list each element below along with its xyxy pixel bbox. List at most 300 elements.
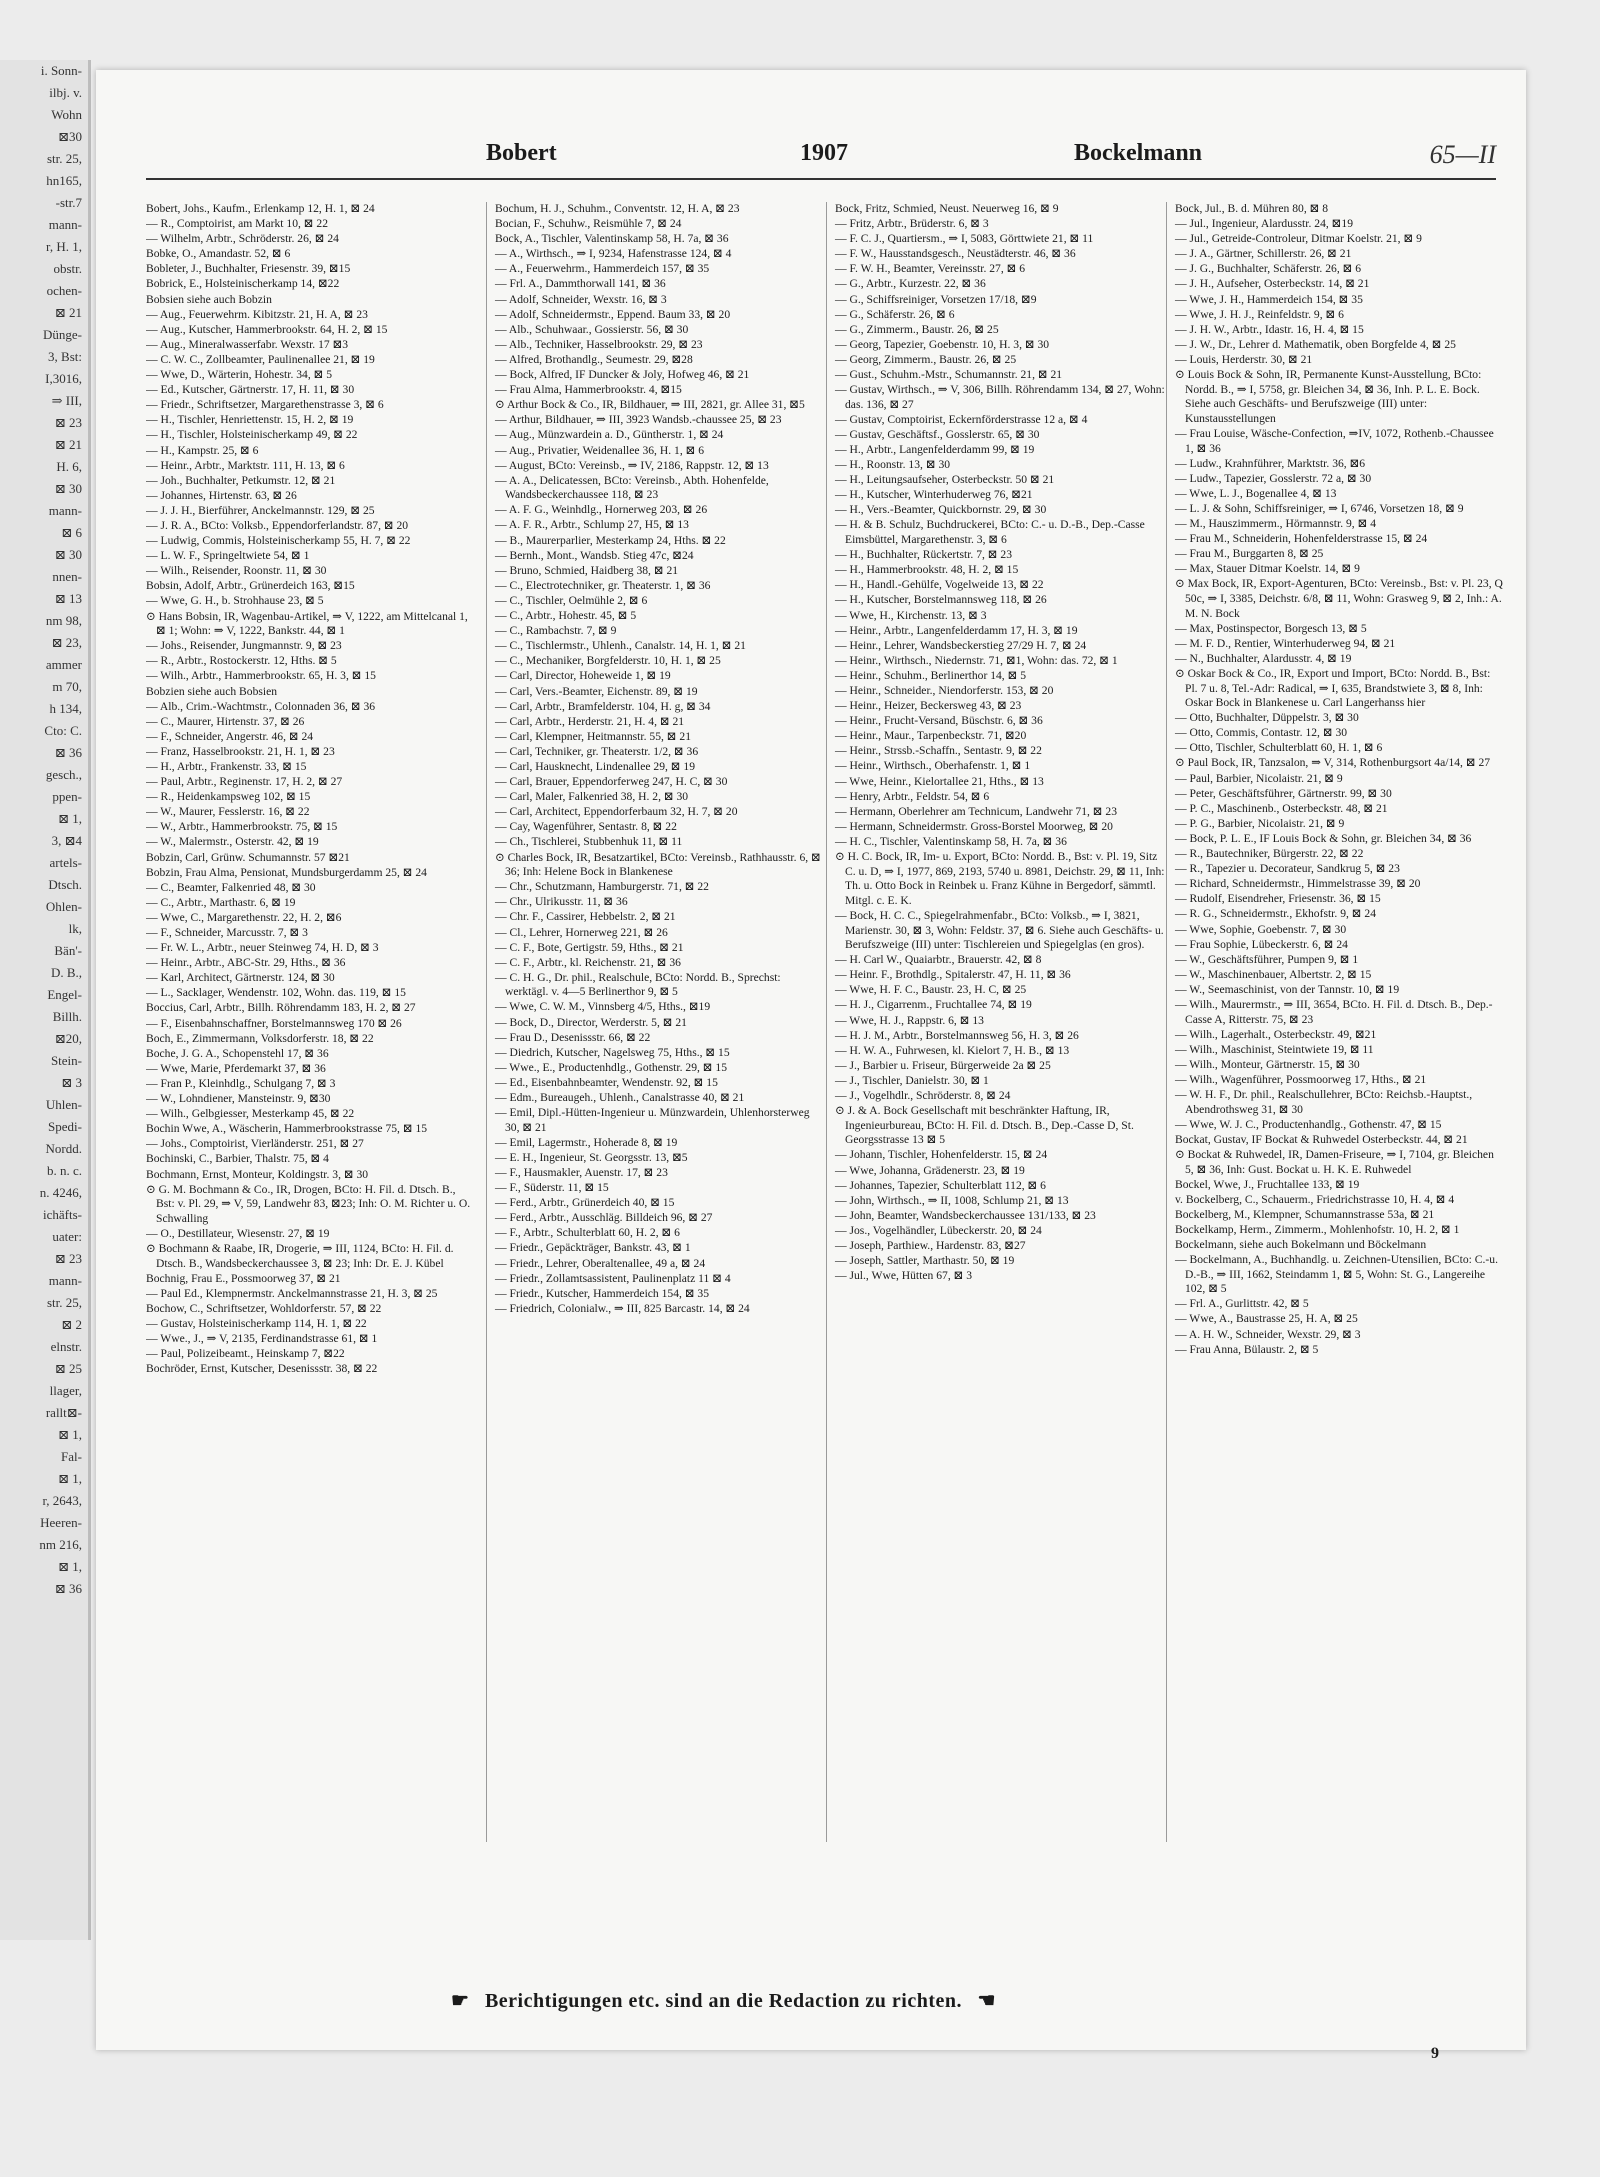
margin-fragment: ⊠ 1,: [58, 1471, 82, 1486]
directory-entry: — Georg, Tapezier, Goebenstr. 10, H. 3, ⊠ 30: [835, 337, 1050, 351]
directory-entry: Bocian, F., Schuhw., Reismühle 7, ⊠ 24: [495, 217, 682, 231]
margin-fragment: r, 2643,: [42, 1493, 82, 1508]
margin-fragment: Billh.: [52, 1009, 82, 1024]
margin-fragment: nm 216,: [39, 1537, 82, 1552]
directory-entry: — Frau Sophie, Lübeckerstr. 6, ⊠ 24: [1175, 937, 1348, 951]
margin-fragment: ⊠ 36: [54, 1581, 82, 1596]
directory-entry: — Johannes, Tapezier, Schulterblatt 112, ⊠ 6: [835, 1178, 1046, 1192]
directory-entry: — Jul., Wwe, Hütten 67, ⊠ 3: [835, 1269, 973, 1283]
directory-entry: — H. J. M., Arbtr., Borstelmannsweg 56, H. 3, ⊠ 26: [835, 1028, 1079, 1042]
directory-entry: — Carl, Maler, Falkenried 38, H. 2, ⊠ 30: [495, 790, 689, 804]
margin-fragment: artels-: [49, 855, 82, 870]
directory-entry: Boch, E., Zimmermann, Volksdorferstr. 18, ⊠ 22: [146, 1031, 374, 1045]
margin-fragment: gesch.,: [45, 767, 82, 782]
directory-entry: — C. H. G., Dr. phil., Realschule, BCto: Nordd. B., Sprechst: werktägl. v. 4—5 Berlinerthor 9, ⊠ 5: [495, 970, 781, 999]
directory-entry: — Fr. W. L., Arbtr., neuer Steinweg 74, H. D, ⊠ 3: [146, 941, 379, 955]
directory-entry: ⊙ J. & A. Bock Gesellschaft mit beschränkter Haftung, IR, Ingenieurbureau, BCto: H. Fil. d. Dtsch. B., Dep.-Casse D, St. Georgsstrasse 13 ⊠ 5: [835, 1104, 1134, 1147]
directory-entry: — J., Vogelhdlr., Schröderstr. 8, ⊠ 24: [835, 1089, 1011, 1103]
directory-entry: — C., Tischler, Oelmühle 2, ⊠ 6: [495, 593, 648, 607]
directory-entry: — Heinr., Maur., Tarpenbeckstr. 71, ⊠20: [835, 729, 1027, 743]
directory-entry: — H. Carl W., Quaiarbtr., Brauerstr. 42, ⊠ 8: [835, 953, 1042, 967]
margin-fragment: str. 25,: [46, 151, 82, 166]
directory-entry: — Hermann, Oberlehrer am Technicum, Landwehr 71, ⊠ 23: [835, 804, 1118, 818]
margin-fragment: -str.7: [55, 195, 82, 210]
directory-entry: — Wilh., Wagenführer, Possmoorweg 17, Hths., ⊠ 21: [1175, 1072, 1427, 1086]
margin-fragment: ochen-: [46, 283, 82, 298]
directory-entry: Bock, Jul., B. d. Mühren 80, ⊠ 8: [1175, 202, 1329, 215]
margin-fragment: nm 98,: [45, 613, 82, 628]
directory-entry: — C., Mechaniker, Borgfelderstr. 10, H. 1, ⊠ 25: [495, 654, 721, 668]
directory-entry: — Carl, Brauer, Eppendorferweg 247, H. C, ⊠ 30: [495, 775, 728, 789]
margin-fragment: llager,: [49, 1383, 82, 1398]
directory-entry: — Wwe, H. F. C., Baustr. 23, H. C, ⊠ 25: [835, 983, 1027, 997]
directory-entry: — W., Geschäftsführer, Pumpen 9, ⊠ 1: [1175, 952, 1359, 966]
margin-fragment: Dünge-: [43, 327, 82, 342]
directory-entry: — Wwe, Marie, Pferdemarkt 37, ⊠ 36: [146, 1061, 326, 1075]
margin-fragment: Dtsch.: [48, 877, 82, 892]
directory-entry: — H., Tischler, Holsteinischerkamp 49, ⊠ 22: [146, 428, 358, 442]
directory-entry: — Wwe., J., ⇒ V, 2135, Ferdinandstrasse 61, ⊠ 1: [146, 1332, 378, 1346]
margin-fragment: hn165,: [46, 173, 82, 188]
directory-entry: Bochnig, Frau E., Possmoorweg 37, ⊠ 21: [146, 1271, 341, 1285]
directory-entry: — P. G., Barbier, Nicolaistr. 21, ⊠ 9: [1175, 816, 1345, 830]
margin-fragment: Spedi-: [48, 1119, 82, 1134]
directory-entry: Bockat, Gustav, IF Bockat & Ruhwedel Osterbeckstr. 44, ⊠ 21: [1175, 1132, 1468, 1146]
directory-entry: Boche, J. G. A., Schopenstehl 17, ⊠ 36: [146, 1046, 329, 1060]
directory-entry: — A., Feuerwehrm., Hammerdeich 157, ⊠ 35: [495, 262, 710, 276]
directory-entry: — Friedrich, Colonialw., ⇒ III, 825 Barcastr. 14, ⊠ 24: [495, 1301, 750, 1315]
margin-fragment: mann-: [48, 503, 82, 518]
directory-entry: — Frau Anna, Bülaustr. 2, ⊠ 5: [1175, 1342, 1319, 1356]
directory-entry: — H., Kampstr. 25, ⊠ 6: [146, 443, 259, 457]
directory-entry: ⊙ Charles Bock, IR, Besatzartikel, BCto: Vereinsb., Rathhausstr. 6, ⊠ 36; Inh: Helene Bock in Blankenese: [495, 850, 821, 879]
directory-entry: Bobsien siehe auch Bobzin: [146, 292, 272, 306]
directory-entry: Bockelkamp, Herm., Zimmerm., Mohlenhofstr. 10, H. 2, ⊠ 1: [1175, 1222, 1460, 1236]
directory-entry: — H., Tischler, Henriettenstr. 15, H. 2, ⊠ 19: [146, 413, 354, 427]
directory-entry: — Frau M., Schneiderin, Hohenfelderstrasse 15, ⊠ 24: [1175, 532, 1428, 546]
directory-entry: — G., Schäferstr. 26, ⊠ 6: [835, 307, 955, 321]
directory-entry: — Carl, Arbtr., Bramfelderstr. 104, H. g, ⊠ 34: [495, 699, 711, 713]
directory-entry: Bobleter, J., Buchhalter, Friesenstr. 39, ⊠15: [146, 262, 351, 276]
directory-entry: — John, Beamter, Wandsbeckerchaussee 131/133, ⊠ 23: [835, 1208, 1096, 1222]
margin-fragment: mann-: [48, 1273, 82, 1288]
directory-entry: — Alb., Techniker, Hasselbrookstr. 29, ⊠ 23: [495, 337, 703, 351]
directory-entry: — J., Barbier u. Friseur, Bürgerweide 2a ⊠ 25: [835, 1058, 1051, 1072]
margin-fragment: h 134,: [49, 701, 82, 716]
directory-entry: — H., Vers.-Beamter, Quickbornstr. 29, ⊠ 30: [835, 503, 1047, 517]
directory-entry: — Otto, Commis, Contastr. 12, ⊠ 30: [1175, 726, 1348, 740]
directory-entry: — Gustav, Holsteinischerkamp 114, H. 1, ⊠ 22: [146, 1316, 367, 1330]
directory-entry: — Joseph, Sattler, Marthastr. 50, ⊠ 19: [835, 1254, 1015, 1268]
margin-fragment: elnstr.: [50, 1339, 82, 1354]
directory-entry: — Joseph, Parthiew., Hardenstr. 83, ⊠27: [835, 1238, 1026, 1252]
column-3: [826, 202, 1165, 1842]
directory-entry: — F. C. J., Quartiersm., ⇒ I, 5083, Görttwiete 21, ⊠ 11: [835, 232, 1094, 246]
directory-entry: — Bock, D., Director, Werderstr. 5, ⊠ 21: [495, 1015, 687, 1029]
directory-entry: — Max, Stauer Ditmar Koelstr. 14, ⊠ 9: [1175, 562, 1360, 576]
directory-entry: ⊙ Paul Bock, IR, Tanzsalon, ⇒ V, 314, Rothenburgsort 4a/14, ⊠ 27: [1175, 756, 1491, 770]
directory-entry: — Frau Louise, Wäsche-Confection, ⇒IV, 1072, Rothenb.-Chaussee 1, ⊠ 36: [1175, 426, 1494, 455]
directory-entry: — J. G., Buchhalter, Schäferstr. 26, ⊠ 6: [1175, 262, 1362, 276]
directory-entry: — B., Maurerparlier, Mesterkamp 24, Hths. ⊠ 22: [495, 533, 726, 547]
margin-fragment: m 70,: [52, 679, 82, 694]
directory-entry: Bochinski, C., Barbier, Thalstr. 75, ⊠ 4: [146, 1152, 329, 1166]
margin-fragment: H. 6,: [56, 459, 82, 474]
directory-entry: — R., Arbtr., Rostockerstr. 12, Hths. ⊠ 5: [146, 654, 337, 668]
margin-fragment: ⊠ 1,: [58, 1559, 82, 1574]
margin-fragment: ⊠ 6: [61, 525, 82, 540]
directory-entry: — Cay, Wagenführer, Sentastr. 8, ⊠ 22: [495, 820, 677, 834]
directory-entry: v. Bockelberg, C., Schauerm., Friedrichstrasse 10, H. 4, ⊠ 4: [1175, 1192, 1455, 1206]
margin-fragment: ⊠ 23,: [51, 635, 82, 650]
directory-entry: — N., Buchhalter, Alardusstr. 4, ⊠ 19: [1175, 651, 1352, 665]
directory-entry: — H., Kutscher, Winterhuderweg 76, ⊠21: [835, 488, 1033, 502]
directory-entry: — Wwe, Sophie, Goebenstr. 7, ⊠ 30: [1175, 922, 1347, 936]
header-last-name: Bockelmann: [1074, 140, 1203, 166]
directory-entry: ⊙ Oskar Bock & Co., IR, Export und Import, BCto: Nordd. B., Bst: Pl. 7 u. 8, Tel.-Adr: Radical, ⇒ I, 635, Brandstwiete 3, ⊠ 8, Inh: Oskar Bock in Blankenese u. Carl Langerhanss hier: [1175, 666, 1491, 710]
margin-fragment: ⊠ 2: [61, 1317, 82, 1332]
directory-entry: — Wwe, Johanna, Grädenerstr. 23, ⊠ 19: [835, 1163, 1025, 1177]
directory-entry: — Friedr., Gepäckträger, Bankstr. 43, ⊠ 1: [495, 1241, 691, 1255]
directory-entry: — Fran P., Kleinhdlg., Schulgang 7, ⊠ 3: [146, 1076, 336, 1090]
directory-entry: — Friedr., Schriftsetzer, Margarethenstrasse 3, ⊠ 6: [146, 398, 384, 412]
directory-entry: — Heinr., Heizer, Beckersweg 43, ⊠ 23: [835, 699, 1022, 713]
margin-fragment: rallt⊠-: [45, 1405, 82, 1420]
directory-entry: — H., Roonstr. 13, ⊠ 30: [835, 458, 951, 472]
directory-entry: — Ch., Tischlerei, Stubbenhuk 11, ⊠ 11: [495, 835, 683, 849]
directory-entry: — W., Seemaschinist, von der Tannstr. 10, ⊠ 19: [1175, 982, 1400, 996]
directory-entry: — Aug., Privatier, Weidenallee 36, H. 1, ⊠ 6: [495, 443, 705, 457]
directory-entry: — J. J. H., Bierführer, Anckelmannstr. 129, ⊠ 25: [146, 503, 375, 517]
directory-entry: — W., Maschinenbauer, Albertstr. 2, ⊠ 15: [1175, 967, 1372, 981]
directory-entry: Bochmann, Ernst, Monteur, Koldingstr. 3, ⊠ 30: [146, 1167, 369, 1181]
directory-entry: — Wilh., Maurermstr., ⇒ III, 3654, BCto. H. Fil. d. Dtsch. B., Dep.-Casse A, Ritterstr. 75, ⊠ 23: [1175, 997, 1493, 1026]
left-page-margin-strip: [0, 60, 91, 1940]
directory-entry: — C. W. C., Zollbeamter, Paulinenallee 21, ⊠ 19: [146, 352, 375, 366]
directory-entry: — R., Tapezier u. Decorateur, Sandkrug 5, ⊠ 23: [1175, 862, 1400, 876]
margin-fragment: lk,: [68, 921, 82, 936]
directory-entry: — Aug., Kutscher, Hammerbrookstr. 64, H. 2, ⊠ 15: [146, 322, 388, 336]
directory-entry: — Alfred, Brothandlg., Seumestr. 29, ⊠28: [495, 352, 693, 366]
directory-entry: — W., Malermstr., Osterstr. 42, ⊠ 19: [146, 835, 319, 849]
header-page-number: 65—II: [1429, 140, 1496, 169]
margin-fragment: ⊠ 21: [54, 305, 82, 320]
directory-entry: — F. W. H., Beamter, Vereinsstr. 27, ⊠ 6: [835, 262, 1026, 276]
directory-entry: — Wilh., Monteur, Gärtnerstr. 15, ⊠ 30: [1175, 1057, 1360, 1071]
directory-entry: — Ludw., Tapezier, Gosslerstr. 72 a, ⊠ 30: [1175, 471, 1372, 485]
directory-entry: — Wwe, J. H. J., Reinfeldstr. 9, ⊠ 6: [1175, 307, 1344, 321]
directory-entry: — Henry, Arbtr., Feldstr. 54, ⊠ 6: [835, 789, 990, 803]
directory-entry: — Peter, Geschäftsführer, Gärtnerstr. 99, ⊠ 30: [1175, 786, 1392, 800]
directory-entry: — Diedrich, Kutscher, Nagelsweg 75, Hths., ⊠ 15: [495, 1045, 730, 1059]
directory-entry: — Carl, Techniker, gr. Theaterstr. 1/2, ⊠ 36: [495, 744, 699, 758]
directory-entry: — Carl, Hausknecht, Lindenallee 29, ⊠ 19: [495, 759, 695, 773]
directory-entry: Bobert, Johs., Kaufm., Erlenkamp 12, H. 1, ⊠ 24: [146, 202, 375, 215]
directory-entry: — Ed., Eisenbahnbeamter, Wendenstr. 92, ⊠ 15: [495, 1075, 718, 1089]
directory-entry: — Otto, Tischler, Schulterblatt 60, H. 1, ⊠ 6: [1175, 741, 1383, 755]
pointing-hand-left-icon: ☛: [451, 1990, 470, 2012]
directory-entry: — F., Schneider, Angerstr. 46, ⊠ 24: [146, 729, 314, 743]
directory-entry: ⊙ Max Bock, IR, Export-Agenturen, BCto: Vereinsb., Bst: v. Pl. 23, Q 50c, ⇒ I, 3385, Deichstr. 6/8, ⊠ 11, Wohn: Grasweg 9, ⊠ 2, Inh.: A. M. N. Bock: [1175, 577, 1503, 620]
directory-entry: — C., Electrotechniker, gr. Theaterstr. 1, ⊠ 36: [495, 578, 711, 592]
margin-fragment: ⊠ 23: [54, 1251, 82, 1266]
directory-entry: — Wwe, Heinr., Kielortallee 21, Hths., ⊠ 13: [835, 774, 1044, 788]
directory-entry: — Ferd., Arbtr., Grünerdeich 40, ⊠ 15: [495, 1196, 675, 1210]
directory-entry: — Heinr., Frucht-Versand, Büschstr. 6, ⊠ 36: [835, 714, 1043, 728]
directory-entry: — Arthur, Bildhauer, ⇒ III, 3923 Wandsb.-chaussee 25, ⊠ 23: [495, 413, 782, 427]
directory-entry: — H. W. A., Fuhrwesen, kl. Kielort 7, H. B., ⊠ 13: [835, 1043, 1070, 1057]
margin-fragment: Nordd.: [45, 1141, 82, 1156]
directory-entry: — C., Arbtr., Hohestr. 45, ⊠ 5: [495, 609, 637, 623]
directory-entry: ⊙ Arthur Bock & Co., IR, Bildhauer, ⇒ III, 2821, gr. Allee 31, ⊠5: [495, 398, 805, 412]
directory-entry: — A. A., Delicatessen, BCto: Vereinsb., Abth. Hohenfelde, Wandsbeckerchaussee 118, ⊠ 23: [495, 473, 769, 502]
directory-entry: — J. H. W., Arbtr., Idastr. 16, H. 4, ⊠ 15: [1175, 322, 1364, 336]
directory-entry: — O., Destillateur, Wiesenstr. 27, ⊠ 19: [146, 1226, 330, 1240]
margin-fragment: Uhlen-: [45, 1097, 82, 1112]
directory-entry: — Heinr., Arbtr., Langenfelderdamm 17, H. 3, ⊠ 19: [835, 623, 1078, 637]
directory-entry: ⊙ H. C. Bock, IR, Im- u. Export, BCto: Nordd. B., Bst: v. Pl. 19, Sitz C. u. D, ⇒ I, 1977, 869, 2193, 5740 u. 8981, Deichstr. 29, ⊠ 11, Inh: Th. u. Otto Bock in Reinbek u. Franz Kühne in Bergedorf, sämmtl. Mitgl. c. E. K.: [835, 850, 1165, 907]
directory-entry: Bobzin, Frau Alma, Pensionat, Mundsburgerdamm 25, ⊠ 24: [146, 865, 427, 879]
margin-fragment: 3, Bst:: [48, 349, 82, 364]
directory-entry: — Richard, Schneidermstr., Himmelstrasse 39, ⊠ 20: [1175, 877, 1421, 891]
directory-entry: — H. & B. Schulz, Buchdruckerei, BCto: C.- u. D.-B., Dep.-Casse Eimsbüttel, Margarethenstr. 3, ⊠ 6: [835, 518, 1145, 547]
directory-entry: — R., Bautechniker, Bürgerstr. 22, ⊠ 22: [1175, 847, 1364, 861]
directory-entry: — Aug., Münzwardein a. D., Güntherstr. 1, ⊠ 24: [495, 428, 724, 442]
directory-entry: — A. F. R., Arbtr., Schlump 27, H5, ⊠ 13: [495, 518, 689, 532]
directory-entry: — Bruno, Schmied, Haidberg 38, ⊠ 21: [495, 563, 679, 577]
directory-entry: — Johannes, Hirtenstr. 63, ⊠ 26: [146, 488, 297, 502]
directory-entry: — C. F., Bote, Gertigstr. 59, Hths., ⊠ 21: [495, 940, 684, 954]
margin-fragment: ⊠ 36: [54, 745, 82, 760]
margin-fragment: Bän'-: [54, 943, 82, 958]
directory-entry: — L., Sacklager, Wendenstr. 102, Wohn. das. 119, ⊠ 15: [146, 986, 406, 1000]
directory-entry: — H., Hammerbrookstr. 48, H. 2, ⊠ 15: [835, 563, 1019, 577]
directory-entry: — Emil, Lagermstr., Hoherade 8, ⊠ 19: [495, 1135, 678, 1149]
margin-fragment: ⊠ 21: [54, 437, 82, 452]
directory-entry: — P. C., Maschinenb., Osterbeckstr. 48, ⊠ 21: [1175, 801, 1388, 815]
directory-entry: — Frl. A., Gurlittstr. 42, ⊠ 5: [1175, 1297, 1309, 1311]
margin-fragment: Cto: C.: [44, 723, 82, 738]
directory-entry: — A., Wirthsch., ⇒ I, 9234, Hafenstrasse 124, ⊠ 4: [495, 247, 732, 261]
directory-entry: — M., Hauszimmerm., Hörmannstr. 9, ⊠ 4: [1175, 516, 1376, 530]
directory-entry: Bobsin, Adolf, Arbtr., Grünerdeich 163, ⊠15: [146, 579, 355, 593]
directory-entry: — Carl, Vers.-Beamter, Eichenstr. 89, ⊠ 19: [495, 684, 698, 698]
directory-entry: — Frl. A., Dammthorwall 141, ⊠ 36: [495, 277, 666, 291]
directory-entry: — Aug., Mineralwasserfabr. Wexstr. 17 ⊠3: [146, 337, 349, 351]
margin-fragment: mann-: [48, 217, 82, 232]
directory-entry: — H. J., Cigarrenm., Fruchtallee 74, ⊠ 19: [835, 998, 1032, 1012]
directory-entry: — J. A., Gärtner, Schillerstr. 26, ⊠ 21: [1175, 247, 1352, 261]
directory-entry: — R., Heidenkampsweg 102, ⊠ 15: [146, 790, 311, 804]
directory-entry: ⊙ Louis Bock & Sohn, IR, Permanente Kunst-Ausstellung, BCto: Nordd. B., ⇒ I, 5758, gr. Bleichen 34, ⊠ 36, Inh. P. L. E. Bock. Siehe auch Geschäfts- und Berufszweige (III) unter: Kunstausstellungen: [1175, 368, 1482, 425]
directory-entry: — Emil, Dipl.-Hütten-Ingenieur u. Münzwardein, Uhlenhorsterweg 30, ⊠ 21: [495, 1106, 810, 1134]
directory-entry: — Karl, Architect, Gärtnerstr. 124, ⊠ 30: [146, 971, 335, 985]
directory-entry: — Aug., Feuerwehrm. Kibitzstr. 21, H. A, ⊠ 23: [146, 307, 368, 321]
directory-entry: — H., Handl.-Gehülfe, Vogelweide 13, ⊠ 22: [835, 578, 1044, 592]
directory-entry: — Frau M., Burggarten 8, ⊠ 25: [1175, 547, 1324, 561]
margin-fragment: i. Sonn-: [40, 63, 82, 78]
margin-fragment: ⊠ 23: [54, 415, 82, 430]
footer-text: Berichtigungen etc. sind an die Redaction zu richten.: [484, 1990, 962, 2012]
directory-entry: — W., Arbtr., Hammerbrookstr. 75, ⊠ 15: [146, 820, 338, 834]
margin-fragment: b. n. c.: [46, 1163, 82, 1178]
column-1: [146, 202, 476, 1842]
directory-entry: — Bock, Alfred, IF Duncker & Joly, Hofweg 46, ⊠ 21: [495, 368, 750, 382]
directory-entry: — Heinr., Schneider., Niendorferstr. 153, ⊠ 20: [835, 684, 1054, 697]
directory-entry: Bobzien siehe auch Bobsien: [146, 684, 278, 698]
directory-entry: — Alb., Schuhwaar., Gossierstr. 56, ⊠ 30: [495, 322, 689, 336]
directory-entry: — Wilh., Gelbgiesser, Mesterkamp 45, ⊠ 22: [146, 1107, 355, 1121]
directory-entry: Bockelberg, M., Klempner, Schumannstrasse 53a, ⊠ 21: [1175, 1207, 1435, 1221]
column-4: [1166, 202, 1505, 1842]
directory-entry: — Franz, Hasselbrookstr. 21, H. 1, ⊠ 23: [146, 744, 335, 758]
directory-entry: Bock, Fritz, Schmied, Neust. Neuerweg 16, ⊠ 9: [835, 202, 1059, 215]
margin-fragment: uater:: [52, 1229, 82, 1244]
directory-entry: — Jul., Getreide-Controleur, Ditmar Koelstr. 21, ⊠ 9: [1175, 232, 1422, 246]
directory-entry: — Wwe, C., Margarethenstr. 22, H. 2, ⊠6: [146, 910, 342, 924]
directory-entry: — Gustav, Wirthsch., ⇒ V, 306, Billh. Röhrendamm 134, ⊠ 27, Wohn: das. 136, ⊠ 27: [835, 383, 1165, 411]
directory-entry: — F., Arbtr., Schulterblatt 60, H. 2, ⊠ 6: [495, 1226, 680, 1240]
margin-fragment: nnen-: [52, 569, 82, 584]
header-rule: [146, 178, 1496, 180]
directory-entry: — G., Schiffsreiniger, Vorsetzen 17/18, ⊠9: [835, 292, 1037, 306]
directory-entry: — H., Kutscher, Borstelmannsweg 118, ⊠ 26: [835, 593, 1047, 607]
footer-notice: [441, 1988, 1006, 2013]
margin-fragment: ⊠ 13: [54, 591, 82, 606]
directory-entry: — Max, Postinspector, Borgesch 13, ⊠ 5: [1175, 621, 1367, 635]
margin-fragment: ammer: [45, 657, 82, 672]
directory-entry: Bockel, Wwe, J., Fruchtallee 133, ⊠ 19: [1175, 1177, 1360, 1191]
directory-entry: Bock, A., Tischler, Valentinskamp 58, H. 7a, ⊠ 36: [495, 232, 729, 246]
directory-entry: — Paul, Polizeibeamt., Heinskamp 7, ⊠22: [146, 1347, 345, 1361]
margin-fragment: ⊠30: [58, 129, 82, 144]
directory-entry: — Chr. F., Cassirer, Hebbelstr. 2, ⊠ 21: [495, 910, 676, 924]
directory-entry: — Paul Ed., Klempnermstr. Anckelmannstrasse 21, H. 3, ⊠ 25: [146, 1286, 438, 1300]
pointing-hand-right-icon: ☚: [977, 1990, 996, 2012]
directory-entry: — G., Arbtr., Kurzestr. 22, ⊠ 36: [835, 277, 986, 291]
directory-entry: Bobke, O., Amandastr. 52, ⊠ 6: [146, 247, 291, 261]
directory-entry: — Wwe, J. H., Hammerdeich 154, ⊠ 35: [1175, 292, 1363, 306]
margin-fragment: Engel-: [47, 987, 82, 1002]
directory-entry: Bockelmann, siehe auch Bokelmann und Böckelmann: [1175, 1237, 1427, 1251]
directory-entry: — Cl., Lehrer, Hornerweg 221, ⊠ 26: [495, 925, 668, 939]
directory-entry: — A. H. W., Schneider, Wexstr. 29, ⊠ 3: [1175, 1327, 1361, 1341]
margin-fragment: ⊠20,: [54, 1031, 82, 1046]
directory-entry: — Heinr., Wirthsch., Niedernstr. 71, ⊠1, Wohn: das. 72, ⊠ 1: [835, 653, 1118, 667]
directory-columns: [146, 202, 1534, 1842]
directory-entry: ⊙ Hans Bobsin, IR, Wagenbau-Artikel, ⇒ V, 1222, am Mittelcanal 1, ⊠ 1; Wohn: ⇒ V, 1222, Bankstr. 44, ⊠ 1: [146, 609, 468, 638]
directory-entry: — C., Beamter, Falkenried 48, ⊠ 30: [146, 880, 316, 894]
directory-entry: — Gustav, Geschäftsf., Gosslerstr. 65, ⊠ 30: [835, 427, 1040, 441]
directory-entry: — Bockelmann, A., Buchhandlg. u. Zeichnen-Utensilien, BCto: C.-u. D.-B., ⇒ III, 1662, Steindamm 1, ⊠ 5, Wohn: St. G., Langereihe 102, ⊠ 5: [1175, 1253, 1498, 1296]
directory-entry: — R. G., Schneidermstr., Ekhofstr. 9, ⊠ 24: [1175, 907, 1376, 921]
directory-entry: — August, BCto: Vereinsb., ⇒ IV, 2186, Rappstr. 12, ⊠ 13: [495, 458, 769, 472]
directory-entry: — Heinr., Arbtr., ABC-Str. 29, Hths., ⊠ 36: [146, 956, 346, 970]
directory-entry: Bobzin, Carl, Grünw. Schumannstr. 57 ⊠21: [146, 850, 350, 864]
directory-entry: — Jos., Vogelhändler, Lübeckerstr. 20, ⊠ 24: [835, 1223, 1042, 1237]
margin-fragment: r, H. 1,: [46, 239, 82, 254]
directory-entry: — C., Tischlermstr., Uhlenh., Canalstr. 14, H. 1, ⊠ 21: [495, 639, 746, 653]
margin-fragment: Wohn: [51, 107, 82, 122]
directory-entry: — Wwe, W. J. C., Productenhandlg., Gothenstr. 47, ⊠ 15: [1175, 1117, 1442, 1131]
directory-entry: — Paul, Arbtr., Reginenstr. 17, H. 2, ⊠ 27: [146, 775, 343, 789]
directory-entry: — W., Maurer, Fesslerstr. 16, ⊠ 22: [146, 805, 310, 819]
directory-entry: — Heinr., Strssb.-Schaffn., Sentastr. 9, ⊠ 22: [835, 744, 1042, 758]
directory-entry: — Alb., Crim.-Wachtmstr., Colonnaden 36, ⊠ 36: [146, 699, 376, 713]
directory-entry: — Adolf, Schneidermstr., Eppend. Baum 33, ⊠ 20: [495, 307, 731, 321]
directory-entry: — Bernh., Mont., Wandsb. Stieg 47c, ⊠24: [495, 548, 694, 562]
directory-entry: — C. F., Arbtr., kl. Reichenstr. 21, ⊠ 36: [495, 955, 681, 969]
directory-entry: — A. F. G., Weinhdlg., Hornerweg 203, ⊠ 26: [495, 503, 708, 517]
directory-entry: Boccius, Carl, Arbtr., Billh. Röhrendamm 183, H. 2, ⊠ 27: [146, 1001, 416, 1015]
directory-entry: — F., Schneider, Marcusstr. 7, ⊠ 3: [146, 926, 308, 939]
directory-entry: — Wwe, L. J., Bogenallee 4, ⊠ 13: [1175, 486, 1337, 500]
directory-entry: Bochröder, Ernst, Kutscher, Desenissstr. 38, ⊠ 22: [146, 1362, 378, 1376]
directory-entry: — Wwe, A., Baustrasse 25, H. A, ⊠ 25: [1175, 1312, 1358, 1326]
directory-entry: ⊙ Bockat & Ruhwedel, IR, Damen-Friseure, ⇒ I, 7104, gr. Bleichen 5, ⊠ 36, Inh: Gust. Bockat u. H. K. E. Ruhwedel: [1175, 1147, 1494, 1176]
directory-entry: — Heinr., Schuhm., Berlinerthor 14, ⊠ 5: [835, 668, 1027, 682]
directory-entry: — F., Süderstr. 11, ⊠ 15: [495, 1181, 609, 1195]
column-2: [486, 202, 825, 1842]
directory-entry: — Wwe, H. J., Rappstr. 6, ⊠ 13: [835, 1013, 984, 1027]
directory-entry: — Carl, Klempner, Heitmannstr. 55, ⊠ 21: [495, 729, 692, 743]
directory-entry: — E. H., Ingenieur, St. Georgsstr. 13, ⊠5: [495, 1150, 688, 1164]
directory-entry: — Carl, Director, Hoheweide 1, ⊠ 19: [495, 669, 671, 683]
margin-fragment: ilbj. v.: [49, 85, 82, 100]
margin-fragment: Ohlen-: [45, 899, 82, 914]
directory-entry: — W. H. F., Dr. phil., Realschullehrer, BCto: Reichsb.-Hauptst., Abendrothsweg 31, ⊠ 30: [1175, 1088, 1473, 1116]
directory-entry: — Jul., Ingenieur, Alardusstr. 24, ⊠19: [1175, 217, 1353, 231]
directory-entry: — Wwe, G. H., b. Strohhause 23, ⊠ 5: [146, 594, 324, 608]
header-first-name: Bobert: [486, 140, 557, 166]
directory-entry: — Fritz, Arbtr., Brüderstr. 6, ⊠ 3: [835, 217, 989, 231]
directory-entry: — Wwe, D., Wärterin, Hohestr. 34, ⊠ 5: [146, 368, 333, 382]
margin-fragment: n. 4246,: [39, 1185, 82, 1200]
directory-entry: — F., Hausmakler, Auenstr. 17, ⊠ 23: [495, 1166, 668, 1179]
directory-entry: — Heinr., Lehrer, Wandsbeckerstieg 27/29 H. 7, ⊠ 24: [835, 638, 1087, 652]
margin-fragment: ⊠ 1,: [58, 811, 82, 826]
directory-entry: Bochin Wwe, A., Wäscherin, Hammerbrookstrasse 75, ⊠ 15: [146, 1122, 428, 1136]
directory-entry: — H., Leitungsaufseher, Osterbeckstr. 50 ⊠ 21: [835, 473, 1055, 487]
directory-entry: — Ferd., Arbtr., Ausschläg. Billdeich 96, ⊠ 27: [495, 1211, 713, 1225]
margin-fragment: Heeren-: [40, 1515, 82, 1530]
directory-entry: — Chr., Ulrikusstr. 11, ⊠ 36: [495, 895, 628, 909]
directory-entry: — Chr., Schutzmann, Hamburgerstr. 71, ⊠ 22: [495, 880, 709, 894]
directory-entry: — Wwe, H., Kirchenstr. 13, ⊠ 3: [835, 608, 987, 622]
directory-entry: — H. C., Tischler, Valentinskamp 58, H. 7a, ⊠ 36: [835, 834, 1067, 848]
directory-entry: — C., Rambachstr. 7, ⊠ 9: [495, 624, 617, 638]
margin-fragment: ⊠ 30: [54, 481, 82, 496]
margin-fragment: I,3016,: [45, 371, 82, 386]
directory-entry: — H., Arbtr., Frankenstr. 33, ⊠ 15: [146, 759, 307, 773]
directory-entry: Bochow, C., Schriftsetzer, Wohldorferstr. 57, ⊠ 22: [146, 1301, 382, 1315]
directory-entry: — Frau Alma, Hammerbrookstr. 4, ⊠15: [495, 383, 682, 397]
directory-entry: — Edm., Bureaugeh., Uhlenh., Canalstrasse 40, ⊠ 21: [495, 1091, 745, 1105]
directory-entry: — Wilh., Lagerhalt., Osterbeckstr. 49, ⊠21: [1175, 1027, 1377, 1041]
directory-entry: — Gustav, Comptoirist, Eckernförderstrasse 12 a, ⊠ 4: [835, 412, 1088, 426]
sheet-number: 9: [1431, 2045, 1439, 2062]
directory-entry: — Bock, P. L. E., IF Louis Bock & Sohn, gr. Bleichen 34, ⊠ 36: [1175, 831, 1472, 845]
directory-entry: — Ludwig, Commis, Holsteinischerkamp 55, H. 7, ⊠ 22: [146, 534, 411, 548]
directory-entry: — H., Buchhalter, Rückertstr. 7, ⊠ 23: [835, 548, 1013, 562]
directory-entry: — L. W. F., Springeltwiete 54, ⊠ 1: [146, 549, 310, 563]
directory-entry: — J. H., Aufseher, Osterbeckstr. 14, ⊠ 21: [1175, 277, 1370, 291]
margin-fragment: ⊠ 1,: [58, 1427, 82, 1442]
directory-entry: — John, Wirthsch., ⇒ II, 1008, Schlump 21, ⊠ 13: [835, 1193, 1069, 1207]
directory-entry: — Adolf, Schneider, Wexstr. 16, ⊠ 3: [495, 292, 667, 306]
margin-fragment: obstr.: [53, 261, 82, 276]
margin-fragment: ppen-: [52, 789, 82, 804]
